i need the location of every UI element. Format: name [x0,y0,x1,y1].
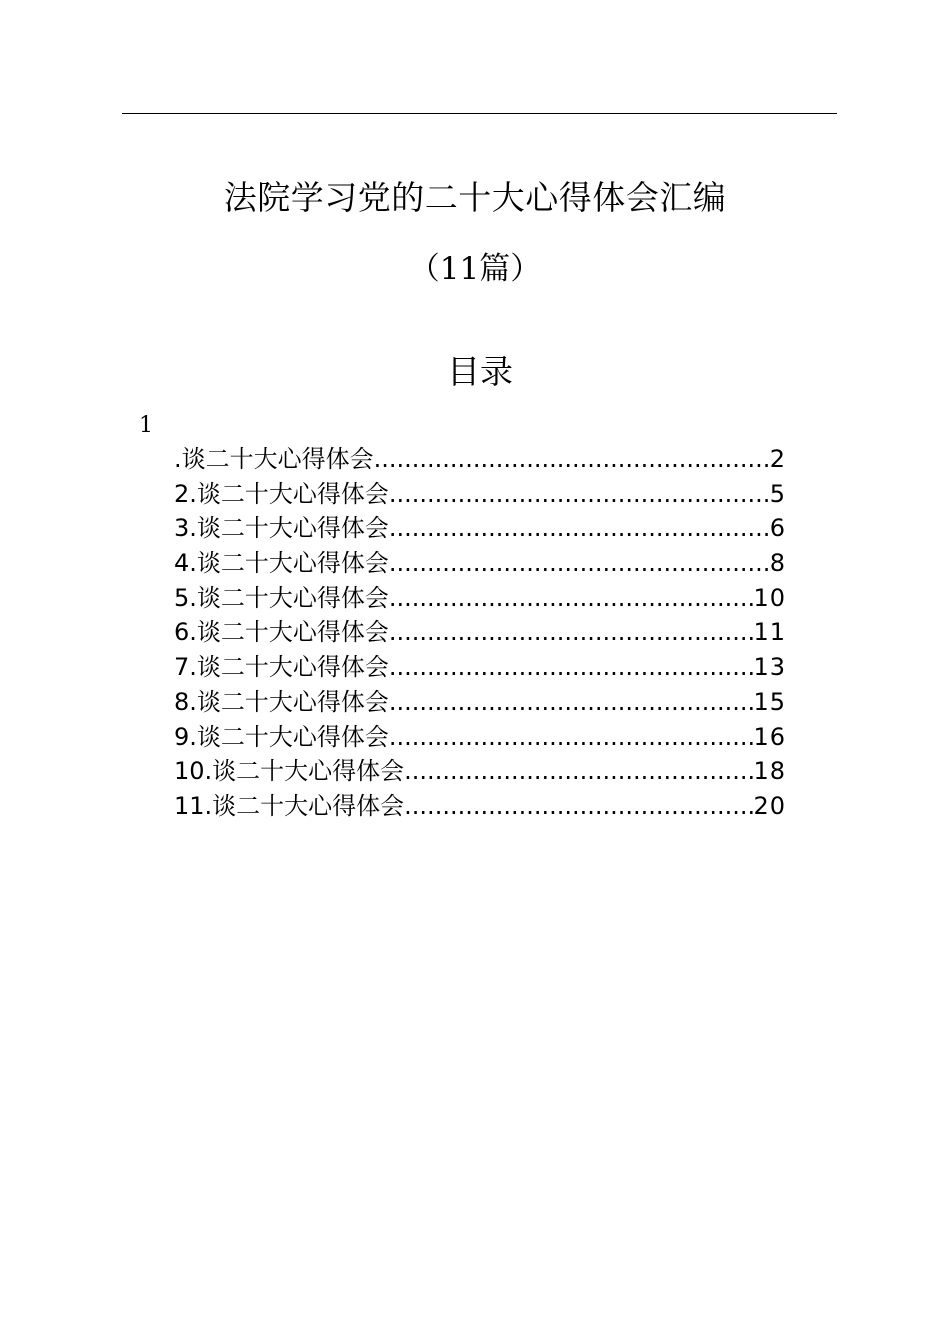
toc-page-number: 5 [769,479,786,508]
toc-entry[interactable] [174,442,786,477]
toc-dot-leader [404,754,753,789]
toc-page-number: 18 [753,757,786,786]
toc-entry[interactable] [174,720,786,755]
toc-page-number: 10 [753,583,786,612]
toc-dot-leader [389,477,770,512]
header-rule [122,113,837,114]
subtitle-text: 篇） [479,251,542,287]
toc-dot-leader [389,720,754,755]
toc-page-number: 2 [769,445,786,473]
toc-dot-leader [389,650,754,685]
toc-entry[interactable] [174,477,786,512]
toc-page-number: 20 [753,791,786,820]
toc-entry-label: 4.谈二十大心得体会 [174,549,389,578]
toc-page-number: 13 [753,653,786,682]
toc-page-number: 16 [753,722,786,751]
toc-entry-label: 6.谈二十大心得体会 [174,618,389,647]
toc-entry[interactable] [174,789,786,824]
toc-entry-label: 5.谈二十大心得体会 [174,583,389,612]
subtitle-open-paren: （ [408,251,440,287]
toc-page-number: 15 [753,687,786,716]
toc-entry-label: 3.谈二十大心得体会 [174,514,389,543]
toc-dot-leader [389,615,754,650]
toc-entry[interactable] [174,685,786,720]
toc-entry[interactable] [174,650,786,685]
table-of-contents [174,442,786,824]
toc-entry[interactable] [174,754,786,789]
toc-dot-leader [404,789,753,824]
toc-entry-label: 9.谈二十大心得体会 [174,722,389,751]
toc-dot-leader [389,685,754,720]
toc-entry[interactable] [174,511,786,546]
toc-page-number: 11 [753,618,786,647]
toc-entry-label: 8.谈二十大心得体会 [174,687,389,716]
toc-entry-label: 7.谈二十大心得体会 [174,653,389,682]
toc-entry-label: .谈二十大心得体会 [174,445,374,473]
toc-dot-leader [389,581,754,616]
toc-dot-leader [389,511,770,546]
toc-heading: 目录 [447,352,513,391]
toc-dot-leader [389,546,770,581]
toc-entry[interactable] [174,615,786,650]
document-subtitle [0,246,950,292]
document-title: 法院学习党的二十大心得体会汇编 [223,178,727,217]
stray-number: 1 [139,413,153,438]
toc-entry-label: 2.谈二十大心得体会 [174,479,389,508]
toc-page-number: 8 [769,549,786,578]
toc-entry-label: 11.谈二十大心得体会 [174,791,405,820]
toc-entry-label: 10.谈二十大心得体会 [174,757,405,786]
toc-entry[interactable] [174,581,786,616]
toc-dot-leader [374,442,770,477]
toc-page-number: 6 [769,514,786,543]
subtitle-count: 11 [439,251,480,287]
toc-entry[interactable] [174,546,786,581]
